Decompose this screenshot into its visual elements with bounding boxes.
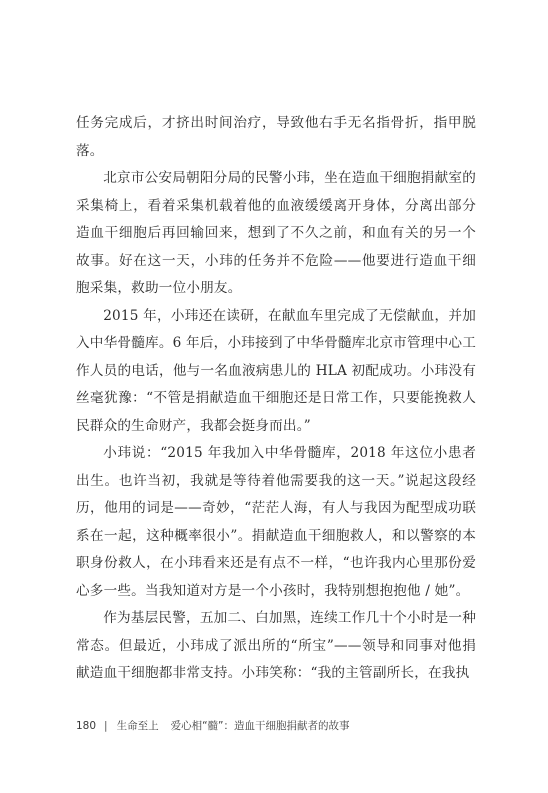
paragraph-3: 2015 年，小玮还在读研，在献血车里完成了无偿献血，并加入中华骨髓库。6 年后，小玮接到了中华骨髓库北京市管理中心工作人员的电话，他与一名血液病患儿的 HLA 初配成功。小玮没有丝毫犹豫：“不管是捐献造血干细胞还是日常工作，只要能挽救人民群众的生命财产，我都会挺身而出。” — [76, 307, 476, 434]
paragraph-5: 作为基层民警，五加二、白加黑，连续工作几十个小时是一种常态。但最近，小玮成了派出所的“所宝”——领导和同事对他捐献造血干细胞都非常支持。小玮笑称：“我的主管副所长，在我执 — [76, 610, 476, 681]
part-title: 生命至上 — [116, 720, 159, 732]
book-title: 爱心相“髓”：造血干细胞捐献者的故事 — [170, 720, 350, 732]
paragraph-1: 任务完成后，才挤出时间治疗，导致他右手无名指骨折，指甲脱落。 — [76, 115, 476, 159]
footer-separator: | — [104, 719, 108, 732]
paragraph-4: 小玮说：“2015 年我加入中华骨髓库，2018 年这位小患者出生。也许当初，我就是等待着他需要我的这一天。”说起这段经历，他用的词是——奇妙，“茫茫人海，有人与我因为配型成功联系在一起，这种概率很小”。捐献造血干细胞救人，和以警察的本职身份救人，在小玮看来还是有点不一样，“也许我内心里那份爱心多一些。当我知道对方是一个小孩时，我特别想抱抱他 / 她”。 — [76, 445, 476, 599]
page-number: 180 — [76, 719, 97, 732]
paragraph-2: 北京市公安局朝阳分局的民警小玮，坐在造血干细胞捐献室的采集椅上，看着采集机载着他的血液缓缓离开身体，分离出部分造血干细胞后再回输回来，想到了不久之前，和血有关的另一个故事。好在这一天，小玮的任务并不危险——他要进行造血干细胞采集，救助一位小朋友。 — [76, 170, 476, 296]
page-footer — [76, 718, 349, 733]
body-text — [76, 110, 476, 688]
